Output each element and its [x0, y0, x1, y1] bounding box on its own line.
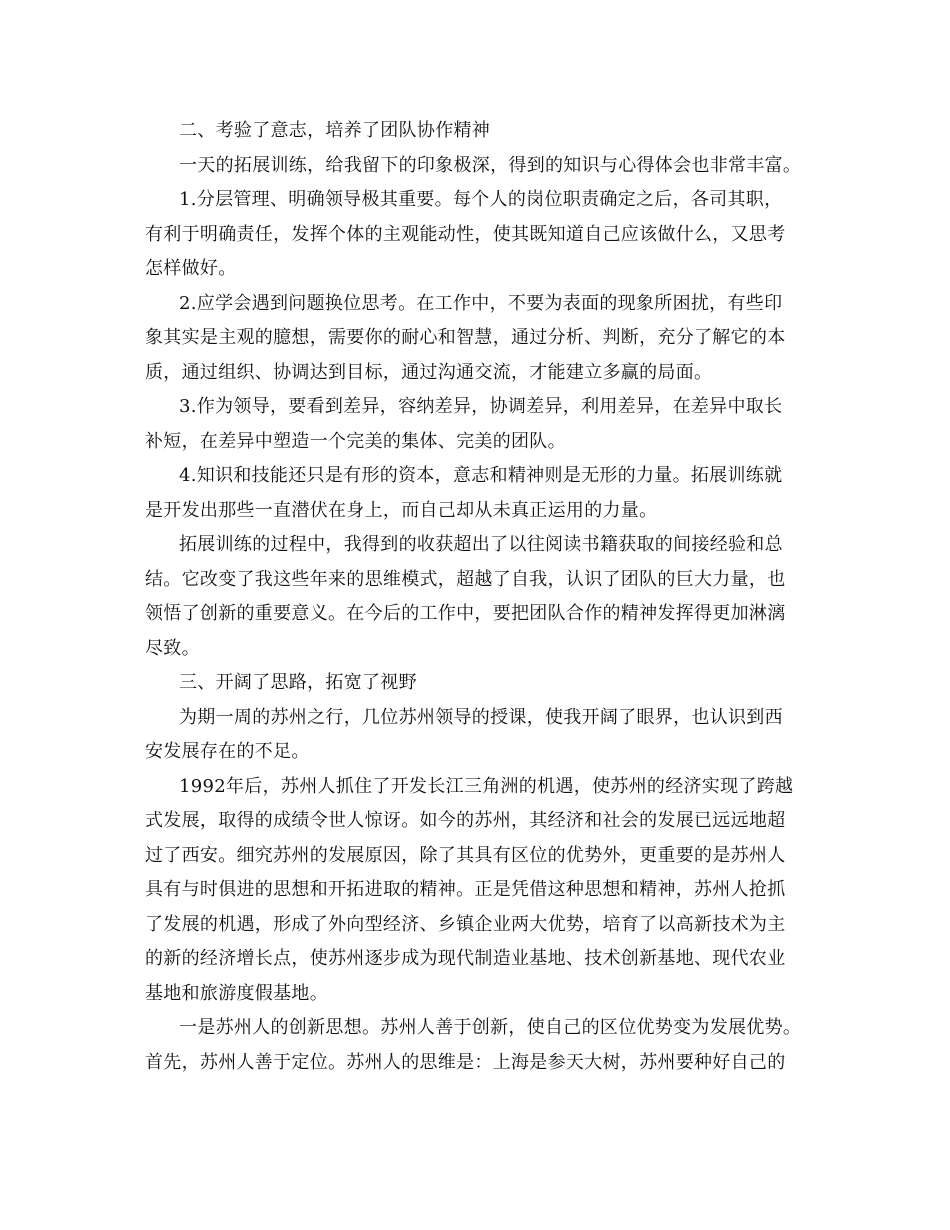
document-page — [145, 114, 811, 1080]
text-line: 的新的经济增长点，使苏州逐步成为现代制造业基地、技术创新基地、现代农业 — [145, 948, 786, 969]
text-line: 3.作为领导，要看到差异，容纳差异，协调差异，利用差异，在差异中取长 — [179, 396, 783, 417]
text-line: 象其实是主观的臆想，需要你的耐心和智慧，通过分析、判断，充分了解它的本 — [145, 327, 786, 348]
text-line: 基地和旅游度假基地。 — [145, 982, 328, 1004]
paragraph-heading-2 — [145, 114, 811, 149]
text-line: 是开发出那些一直潜伏在身上，而自己却从未真正运用的力量。 — [145, 499, 658, 521]
text-line: 一是苏州人的创新思想。苏州人善于创新，使自己的区位优势变为发展优势。 — [179, 1017, 802, 1038]
text-line: 质，通过组织、协调达到目标，通过沟通交流，才能建立多赢的局面。 — [145, 361, 713, 383]
text-line: 安发展存在的不足。 — [145, 741, 310, 762]
text-line: 了发展的机遇，形成了外向型经济、乡镇企业两大优势，培育了以高新技术为主 — [145, 913, 786, 935]
text-line: 三、开阔了思路，拓宽了视野 — [179, 672, 417, 693]
paragraph-p-suzhou-trip — [145, 701, 811, 770]
paragraph-p-item-4 — [145, 459, 811, 528]
text-line: 具有与时俱进的思想和开拓进取的精神。正是凭借这种思想和精神，苏州人抢抓 — [145, 879, 786, 900]
paragraph-p-intro — [145, 149, 811, 184]
text-line: 领悟了创新的重要意义。在今后的工作中，要把团队合作的精神发挥得更加淋漓 — [145, 603, 786, 624]
paragraph-p-innovation — [145, 1011, 811, 1080]
text-line: 2.应学会遇到问题换位思考。在工作中，不要为表面的现象所困扰，有些印 — [179, 292, 783, 314]
text-line: 补短，在差异中塑造一个完美的集体、完美的团队。 — [145, 430, 566, 452]
text-line: 有利于明确责任，发挥个体的主观能动性，使其既知道自己应该做什么，又思考 — [145, 223, 786, 245]
text-line: 首先，苏州人善于定位。苏州人的思维是：上海是参天大树，苏州要种好自己的 — [145, 1051, 786, 1073]
text-line: 1992年后，苏州人抓住了开发长江三角洲的机遇，使苏州的经济实现了跨越 — [179, 775, 794, 797]
text-line: 1.分层管理、明确领导极其重要。每个人的岗位职责确定之后，各司其职， — [179, 189, 783, 210]
text-line: 结。它改变了我这些年来的思维模式，超越了自我，认识了团队的巨大力量，也 — [145, 568, 786, 590]
text-line: 尽致。 — [145, 637, 200, 659]
text-line: 过了西安。细究苏州的发展原因，除了其具有区位的优势外，更重要的是苏州人 — [145, 844, 786, 866]
paragraph-heading-3 — [145, 666, 811, 701]
text-line: 拓展训练的过程中，我得到的收获超出了以往阅读书籍获取的间接经验和总 — [179, 534, 783, 555]
paragraph-p-item-3 — [145, 390, 811, 459]
text-line: 为期一周的苏州之行，几位苏州领导的授课，使我开阔了眼界，也认识到西 — [179, 706, 783, 728]
text-line: 怎样做好。 — [145, 258, 237, 279]
text-line: 式发展，取得的成绩令世人惊讶。如今的苏州，其经济和社会的发展已远远地超 — [145, 810, 786, 831]
text-line: 一天的拓展训练，给我留下的印象极深，得到的知识与心得体会也非常丰富。 — [179, 154, 802, 176]
paragraph-p-item-2 — [145, 287, 811, 391]
paragraph-p-summary — [145, 528, 811, 666]
paragraph-p-1992 — [145, 770, 811, 1012]
text-line: 4.知识和技能还只是有形的资本，意志和精神则是无形的力量。拓展训练就 — [179, 465, 783, 486]
text-line: 二、考验了意志，培养了团队协作精神 — [179, 120, 491, 141]
paragraph-p-item-1 — [145, 183, 811, 287]
